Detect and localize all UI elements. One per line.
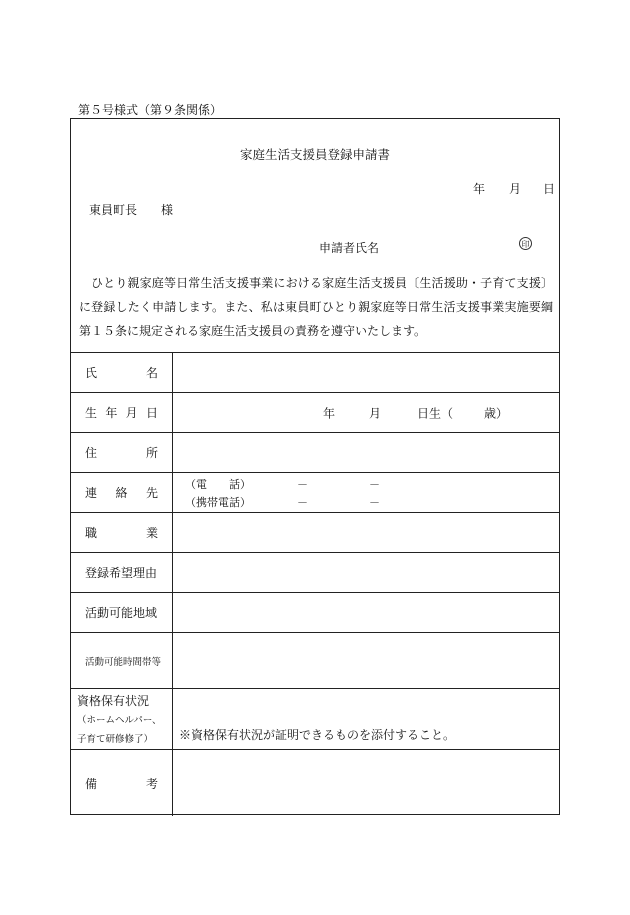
birthdate-label-char: 月	[125, 406, 138, 420]
remarks-label-char: 考	[145, 776, 158, 791]
phone-line	[185, 476, 380, 492]
contact-label-char: 絡	[115, 486, 128, 500]
occupation-field[interactable]	[173, 513, 559, 552]
remarks-row	[71, 750, 559, 816]
address-label	[71, 433, 173, 472]
qualifications-label-line2: （ホームヘルパー、	[77, 715, 162, 726]
remarks-label-char: 備	[85, 776, 98, 791]
birthdate-row	[71, 393, 559, 433]
qualifications-label-line3: 子育て研修修了）	[77, 734, 154, 745]
phone-label: （電 話）	[185, 478, 251, 491]
mobile-dash: －	[369, 496, 380, 509]
name-field[interactable]	[173, 353, 559, 392]
name-row	[71, 353, 559, 393]
form-fields	[71, 353, 559, 816]
form-header	[71, 119, 559, 353]
form-number: 第５号様式（第９条関係）	[78, 103, 223, 117]
birthdate-label	[71, 393, 173, 432]
contact-label-char: 先	[145, 486, 158, 500]
birthdate-label-char: 日	[145, 406, 158, 420]
birth-month-label: 月	[369, 406, 382, 420]
address-label-char: 住	[85, 446, 98, 460]
hours-row	[71, 633, 559, 689]
remarks-label	[71, 750, 173, 816]
phone-dash: －	[369, 478, 380, 491]
area-row	[71, 593, 559, 633]
contact-label-char: 連	[85, 486, 98, 500]
occupation-row	[71, 513, 559, 553]
mobile-line	[185, 494, 380, 510]
occupation-label-char: 業	[145, 526, 158, 540]
hours-field[interactable]	[173, 633, 559, 688]
seal-mark-icon: 印	[519, 237, 532, 250]
address-label-char: 所	[145, 446, 158, 460]
area-field[interactable]	[173, 593, 559, 632]
applicant-name-label: 申請者氏名	[319, 241, 380, 255]
contact-field[interactable]	[173, 473, 559, 512]
phone-dash: －	[297, 478, 308, 491]
hours-label: 活動可能時間帯等	[71, 633, 173, 688]
address-row	[71, 433, 559, 473]
birth-day-age-label: 日生（	[417, 406, 454, 420]
remarks-field[interactable]	[173, 750, 559, 816]
addressee: 東員町長 様	[89, 203, 174, 217]
form-title: 家庭生活支援員登録申請書	[239, 147, 390, 162]
contact-label	[71, 473, 173, 512]
name-label-char: 名	[145, 366, 158, 380]
qualifications-label	[71, 689, 173, 749]
reason-field[interactable]	[173, 553, 559, 592]
qualifications-label-line1: 資格保有状況	[77, 694, 150, 708]
name-label	[71, 353, 173, 392]
date-line	[473, 180, 556, 197]
declaration-text: ひとり親家庭等日常生活支援事業における家庭生活支援員〔生活援助・子育て支援〕に登録したく申請します。また、私は東員町ひとり親家庭等日常生活支援事業実施要綱第１５条に規定される家庭生活支援員の責務を遵守いたします。	[79, 276, 553, 338]
birthdate-field[interactable]	[173, 393, 559, 432]
mobile-dash: －	[297, 496, 308, 509]
age-close-label: 歳）	[484, 406, 509, 420]
qualifications-row	[71, 689, 559, 750]
reason-label: 登録希望理由	[71, 553, 173, 592]
birthdate-label-char: 年	[105, 406, 118, 420]
occupation-label	[71, 513, 173, 552]
area-label: 活動可能地域	[71, 593, 173, 632]
birth-year-label: 年	[323, 406, 336, 420]
application-form	[70, 118, 560, 815]
date-year-label: 年	[473, 182, 486, 196]
mobile-label: （携帯電話）	[185, 496, 251, 509]
reason-row	[71, 553, 559, 593]
address-field[interactable]	[173, 433, 559, 472]
date-day-label: 日	[543, 182, 556, 196]
date-month-label: 月	[509, 182, 522, 196]
qualifications-note: ※資格保有状況が証明できるものを添付すること。	[179, 728, 456, 742]
birthdate-label-char: 生	[85, 406, 98, 420]
qualifications-field[interactable]	[173, 689, 559, 749]
name-label-char: 氏	[85, 366, 98, 380]
occupation-label-char: 職	[85, 526, 98, 540]
contact-row	[71, 473, 559, 513]
